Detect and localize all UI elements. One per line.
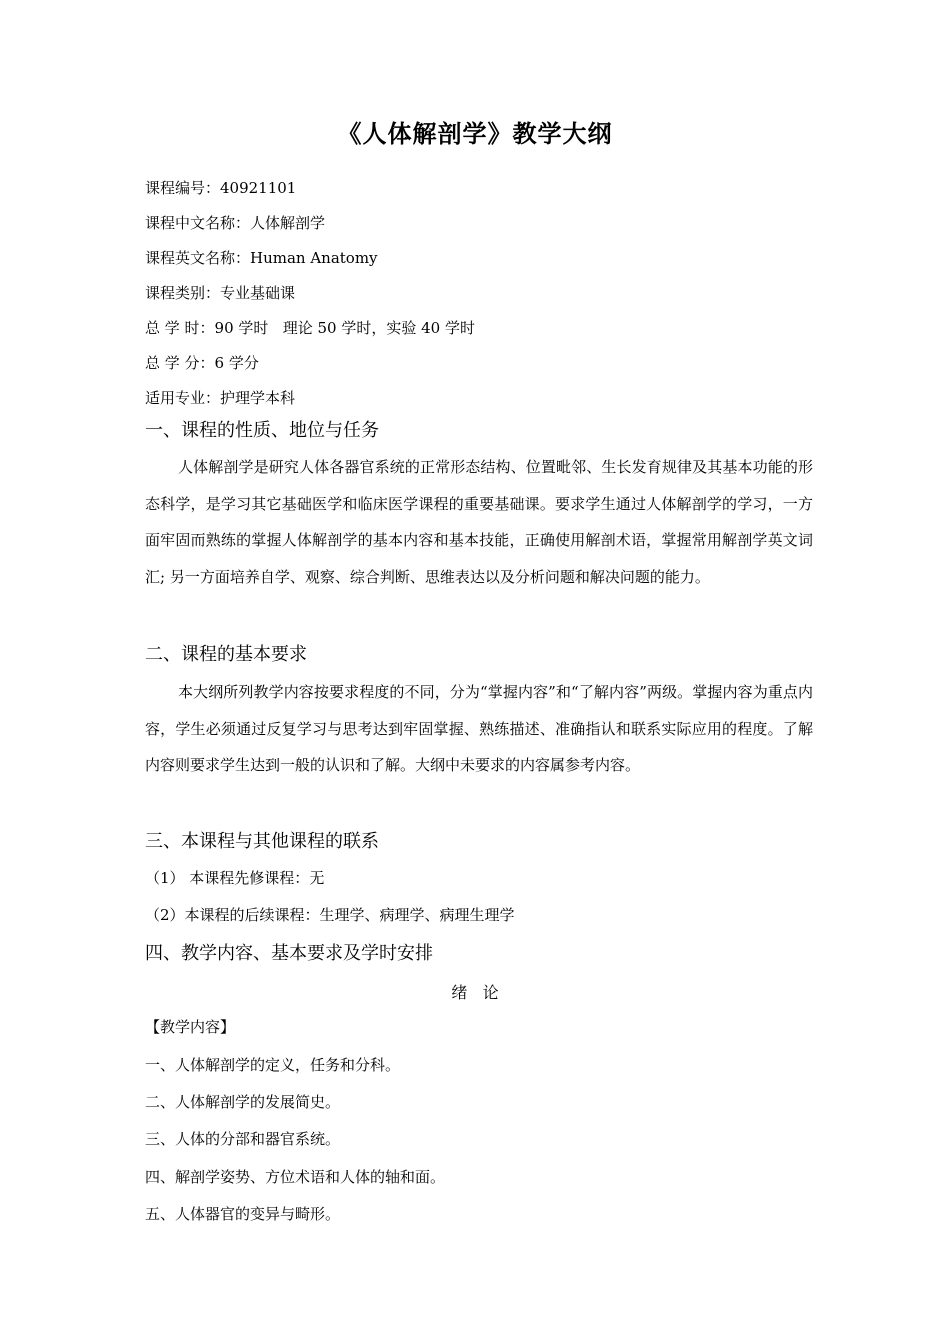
total-credits: 总 学 分：6 学分 [145,354,259,372]
course-code: 课程编号：40921101 [145,179,297,197]
content-item-5: 五、人体器官的变异与畸形。 [145,1205,341,1223]
section-heading-4: 四、教学内容、基本要求及学时安排 [145,943,433,964]
section-1-paragraph: 人体解剖学是研究人体各器官系统的正常形态结构、位置毗邻、生长发育规律及其基本功能的形态科学，是学习其它基础医学和临床医学课程的重要基础课。要求学生通过人体解剖学的学习，一方面牢固而熟练的掌握人体解剖学的基本内容和基本技能，正确使用解剖术语，掌握常用解剖学英文词汇; 另一方面培养自学、观察、综合判断、思维表达以及分析问题和解决问题的能力。 [145,458,813,586]
total-hours: 总 学 时：90 学时 理论 50 学时，实验 40 学时 [145,319,475,337]
section-heading-3: 三、本课程与其他课程的联系 [145,831,379,852]
section-heading-2: 二、课程的基本要求 [145,644,307,665]
content-item-4: 四、解剖学姿势、方位术语和人体的轴和面。 [145,1168,446,1186]
followup-item: （2）本课程的后续课程：生理学、病理学、病理生理学 [145,906,515,924]
content-item-3: 三、人体的分部和器官系统。 [145,1130,341,1148]
section-2-paragraph: 本大纲所列教学内容按要求程度的不同，分为“掌握内容”和“了解内容”两级。掌握内容为重点内容，学生必须通过反复学习与思考达到牢固掌握、熟练描述、准确指认和联系实际应用的程度。了解内容则要求学生达到一般的认识和了解。大纲中未要求的内容属参考内容。 [145,683,813,774]
content-item-2: 二、人体解剖学的发展简史。 [145,1093,341,1111]
document-title: 《人体解剖学》教学大纲 [337,120,613,148]
course-chinese-name: 课程中文名称：人体解剖学 [145,214,326,232]
chapter-title: 绪 论 [451,983,499,1002]
course-english-name: 课程英文名称：Human Anatomy [145,249,378,267]
content-label: 【教学内容】 [145,1018,236,1036]
content-item-1: 一、人体解剖学的定义，任务和分科。 [145,1056,401,1074]
prerequisite-item: （1） 本课程先修课程：无 [145,869,325,887]
section-heading-1: 一、课程的性质、地位与任务 [145,420,379,441]
applicable-major: 适用专业：护理学本科 [145,389,296,407]
course-category: 课程类别：专业基础课 [145,284,296,302]
